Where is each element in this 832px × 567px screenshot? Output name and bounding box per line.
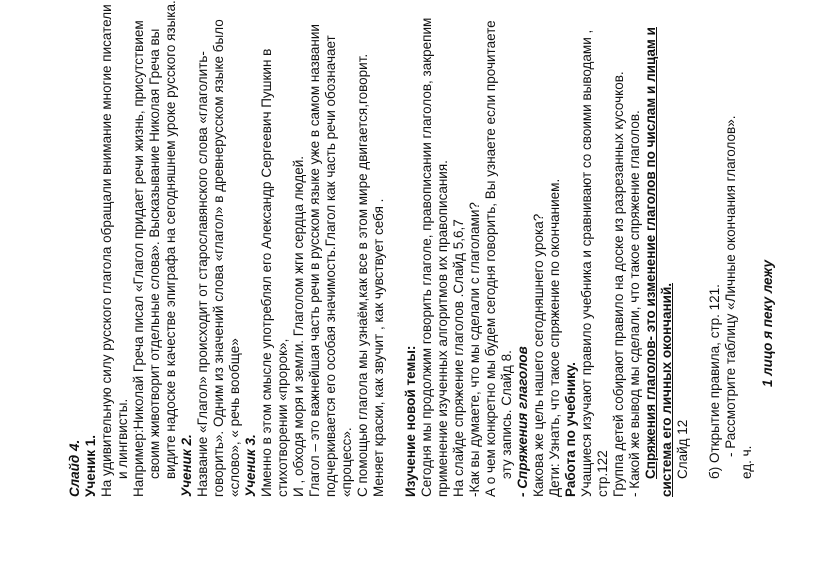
text-line: «слово», « речь вообще» (227, 338, 242, 497)
student-2-heading: Ученик 2. (179, 434, 194, 497)
text-line: На слайде спряжение глаголов .Слайд 5,6,7 (451, 219, 466, 497)
text-line: Учащиеся изучают правило учебника и сравнивают со своими выводами , (579, 29, 594, 497)
conjugation-heading: - Спряжения глаголов (515, 346, 530, 497)
text-line: и лингвисты. (115, 398, 130, 479)
text-line: стр.122 (595, 450, 610, 497)
text-line: эту запись. Слайд 8. (499, 350, 514, 479)
text-line: говорить». Одним из значений слова «глагол» в древнерусском языке было (211, 19, 226, 497)
text-line: С помощью глагола мы узнаём,как все в этом мире двигается,говорит. (355, 53, 370, 497)
conjugation-definition: Спряжения глаголов- это изменение глаголов по числам и лицам и (643, 27, 658, 479)
student-3-heading: Ученик 3. (243, 434, 258, 497)
slide-4-heading: Слайд 4. (67, 439, 82, 497)
new-topic-heading: Изучение новой темы: (403, 345, 418, 497)
table-singular-label: ед. ч. (739, 445, 754, 479)
text-line: стихотворении «пророк», (275, 338, 290, 497)
text-line: - Рассмотрите таблицу «Личные окончания глаголов». (723, 115, 738, 457)
text-line: Меняет краски, как звучит , как чувствует себя . (371, 198, 386, 497)
student-1-heading: Ученик 1. (83, 435, 98, 497)
text-line: Какова же цель нашего сегодняшнего урока? (531, 213, 546, 497)
text-line: - Какой же вывод мы сделали, что такое спряжение глаголов. (627, 110, 642, 497)
text-line: Именно в этом смысле употреблял его Александр Сергеевич Пушкин в (259, 48, 274, 497)
conjugation-definition: система его личных окончаний. (659, 282, 674, 497)
text-line: И , обходя моря и земли. Глаголом жги сердца людей. (291, 155, 306, 497)
text-line: своим животворит отдельные слова». Высказывание Николая Греча вы (147, 28, 162, 479)
textbook-work-heading: Работа по учебнику. (563, 362, 578, 497)
text-line: Группа детей собирают правило на доске из разрезанных кусочков. (611, 71, 626, 497)
text-line: Глагол – это важнейшая часть речи в русском языке уже в самом названии (307, 24, 322, 497)
text-line: применение изученных алгоритмов их правописания. (435, 160, 450, 497)
text-line: «процесс». (339, 427, 354, 497)
text-line: б) Открытие правила, стр. 121. (707, 284, 722, 479)
text-line: Сегодня мы продолжим говорить глаголе, правописании глаголов, закрепим (419, 17, 434, 497)
slide-12-label: Слайд 12 (675, 419, 690, 479)
text-line: Например:Николай Греча писал «Глагол придает речи жизнь, присутствием (131, 20, 146, 497)
text-line: А о чем конкретно мы будем сегодня говорить, Вы узнаете если прочитаете (483, 20, 498, 497)
text-line: видите надоске в качестве эпиграфа на сегодняшнем уроке русского языка. (163, 0, 178, 479)
text-line: -Как вы думаете, что мы сделали с глаголами? (467, 202, 482, 497)
text-line: Дети: Узнать, что такое спряжение по окончанием. (547, 178, 562, 497)
table-first-person-row: 1 лицо я пеку лежу (760, 260, 775, 387)
text-line: На удивительную силу русского глагола обращали внимание многие писатели (99, 4, 114, 497)
text-line: Название «Глагол» происходит от старославянского слова «глаголить- (195, 51, 210, 497)
text-line: подчеркивается его особая значимость.Глагол как часть речи обозначает (323, 35, 338, 497)
